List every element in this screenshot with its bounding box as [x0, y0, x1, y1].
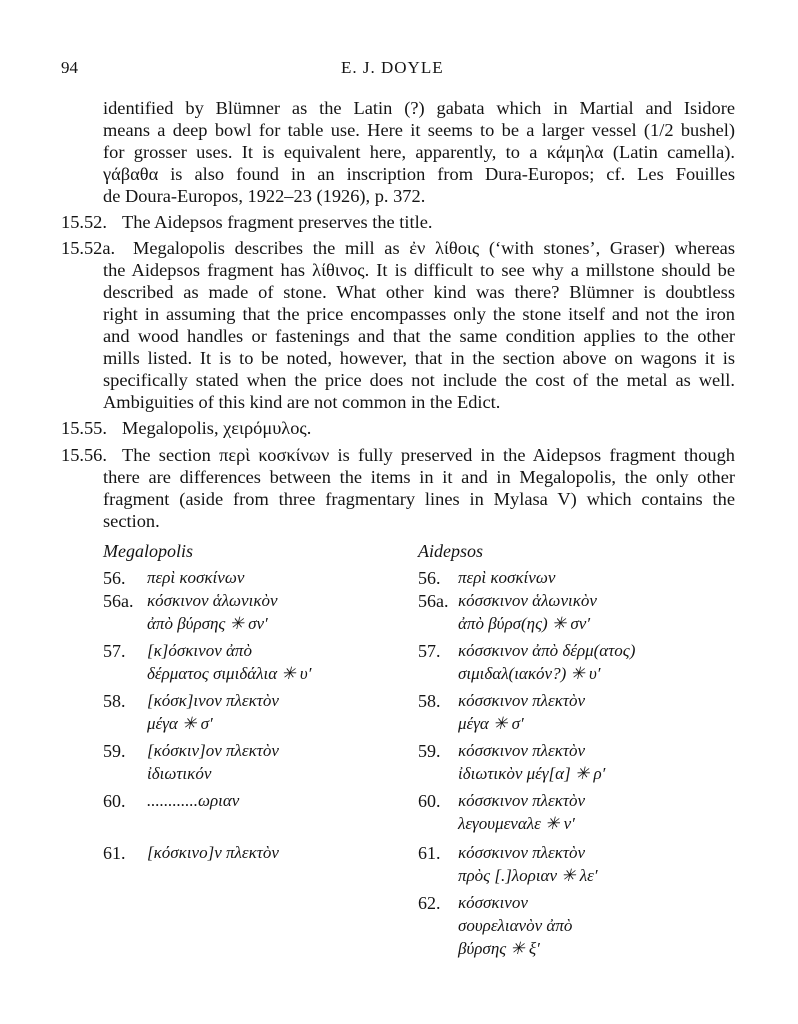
text-line: mills listed. It is to be noted, however, that in the section above on wagons it is: [103, 348, 735, 368]
text-line: identified by Blümner as the Latin (?) gabata which in Martial and Isidore: [103, 98, 735, 118]
entry-line: [κόσκιν]ον πλεκτὸν: [147, 741, 279, 760]
entry-line: μέγα ✳ σ′: [147, 714, 213, 733]
entry-line: περὶ κοσκίνων: [147, 568, 245, 587]
entry-line: κόσσκινον ἀπὸ δέρμ(ατος): [458, 641, 636, 660]
entry-line: σουρελιανὸν ἀπὸ: [458, 916, 573, 935]
entry-number: 58.: [103, 691, 126, 711]
text-line: Ambiguities of this kind are not common in the Edict.: [103, 392, 501, 412]
entry-number: 56a.: [418, 591, 449, 611]
text-line: γάβαθα is also found in an inscription from Dura-Europos; cf. Les Fouilles: [103, 164, 735, 184]
text-line: for grosser uses. It is equivalent here, apparently, to a κάμηλα (Latin camella).: [103, 142, 735, 162]
entry-line: μέγα ✳ σ′: [458, 714, 524, 733]
text-line: and wood handles or fastenings and that the same condition applies to the other: [103, 326, 735, 346]
column-heading-aidepsos: Aidepsos: [418, 541, 483, 561]
text-line: right in assuming that the price encompasses only the stone itself and not the iron: [103, 304, 735, 324]
entry-number: 56.: [418, 568, 441, 588]
entry-line: λεγουμεναλε ✳ ν′: [458, 814, 575, 833]
entry-line: κόσσκινον πλεκτὸν: [458, 691, 586, 710]
entry-line: [κ]όσκινον ἀπὸ: [147, 641, 252, 660]
entry-number: 62.: [418, 893, 441, 913]
entry-line: ἰδιωτικὸν μέγ[α] ✳ ρ′: [458, 764, 606, 783]
entry-line: δέρματος σιμιδάλια ✳ υ′: [147, 664, 312, 683]
entry-line: [κόσκινο]ν πλεκτὸν: [147, 843, 279, 862]
entry-number: 57.: [103, 641, 126, 661]
entry-line: περὶ κοσκίνων: [458, 568, 556, 587]
column-heading-megalopolis: Megalopolis: [103, 541, 193, 561]
entry-line: κόσσκινον πλεκτὸν: [458, 741, 586, 760]
note-text: The Aidepsos fragment preserves the title.: [122, 212, 433, 232]
entry-line: βύρσης ✳ ξ′: [458, 939, 540, 958]
entry-number: 56.: [103, 568, 126, 588]
entry-line: σιμιδαλ(ιακόν?) ✳ υ′: [458, 664, 601, 683]
entry-line: κόσκινον ἁλωνικὸν: [147, 591, 278, 610]
note-label: 15.56.: [61, 445, 107, 465]
text-line: specifically stated when the price does not include the cost of the metal as well.: [103, 370, 735, 390]
entry-line: κόσσκινον: [458, 893, 528, 912]
entry-number: 61.: [103, 843, 126, 863]
entry-line: κόσσκινον πλεκτὸν: [458, 791, 586, 810]
text-line: fragment (aside from three fragmentary lines in Mylasa V) which contains the: [103, 489, 735, 509]
entry-number: 56a.: [103, 591, 134, 611]
entry-line: ἀπὸ βύρσης ✳ σν′: [147, 614, 268, 633]
entry-line: πρὸς [.]λοριαν ✳ λε′: [458, 866, 598, 885]
entry-line: ............ωριαν: [147, 791, 240, 810]
entry-number: 60.: [103, 791, 126, 811]
entry-number: 59.: [418, 741, 441, 761]
text-line: the Aidepsos fragment has λίθινος. It is difficult to see why a millstone should be: [103, 260, 735, 280]
entry-number: 59.: [103, 741, 126, 761]
entry-number: 61.: [418, 843, 441, 863]
running-title: E. J. DOYLE: [341, 58, 444, 77]
entry-number: 58.: [418, 691, 441, 711]
page-number: 94: [61, 58, 78, 77]
note-label: 15.52.: [61, 212, 107, 232]
note-text: Megalopolis, χειρόμυλος.: [122, 418, 312, 438]
text-line: there are differences between the items in it and in Megalopolis, the only other: [103, 467, 735, 487]
note-text: The section περὶ κοσκίνων is fully preserved in the Aidepsos fragment though: [122, 445, 735, 465]
text-line: de Doura-Europos, 1922–23 (1926), p. 372.: [103, 186, 426, 206]
note-label: 15.52a.: [61, 238, 116, 258]
entry-line: [κόσκ]ινον πλεκτὸν: [147, 691, 279, 710]
note-text: Megalopolis describes the mill as ἐν λίθοις (‘with stones’, Graser) whereas: [133, 238, 735, 258]
entry-number: 60.: [418, 791, 441, 811]
text-line: means a deep bowl for table use. Here it seems to be a larger vessel (1/2 bushel): [103, 120, 735, 140]
text-line: section.: [103, 511, 160, 531]
entry-line: κόσσκινον πλεκτὸν: [458, 843, 586, 862]
entry-line: ἰδιωτικόν: [147, 764, 212, 783]
entry-line: κόσσκινον ἁλωνικὸν: [458, 591, 597, 610]
entry-line: ἀπὸ βύρσ(ης) ✳ σν′: [458, 614, 591, 633]
text-line: described as made of stone. What other kind was there? Blümner is doubtless: [103, 282, 735, 302]
note-label: 15.55.: [61, 418, 107, 438]
entry-number: 57.: [418, 641, 441, 661]
